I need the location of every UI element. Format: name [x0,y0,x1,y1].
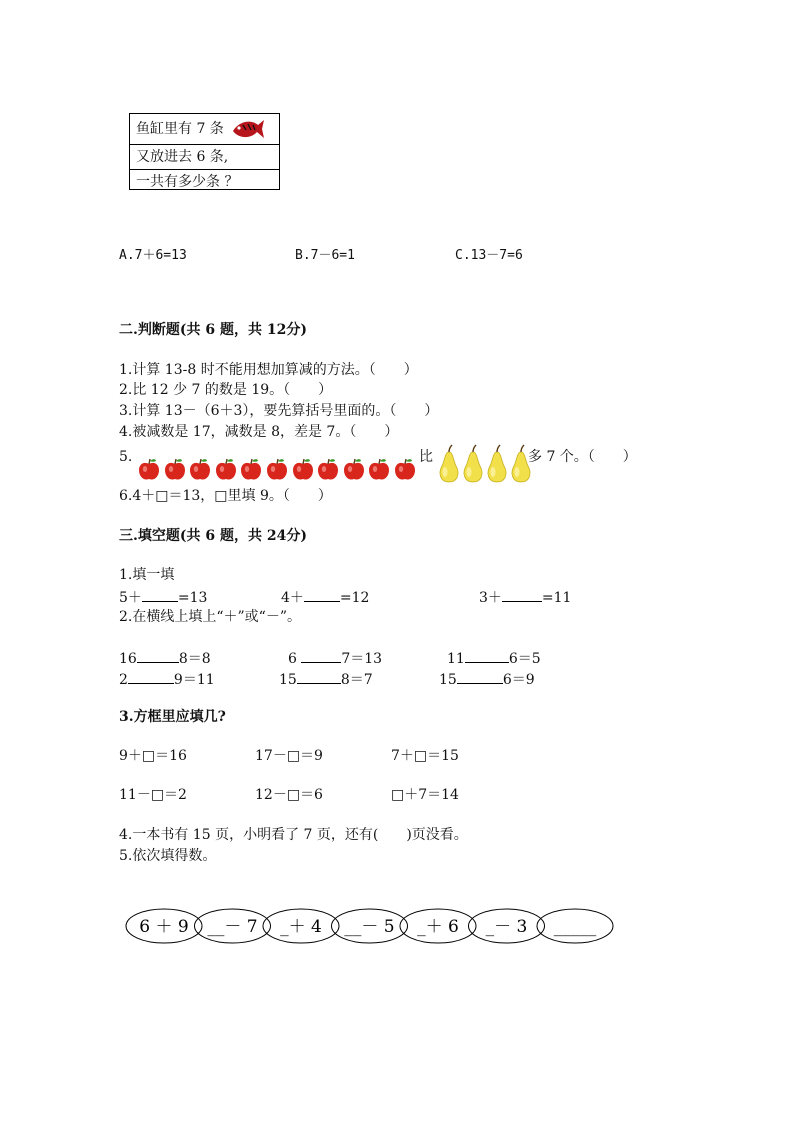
judge-q1: 1.计算 13-8 时不能用想加算减的方法。（ ） [119,362,418,378]
fill-q3-item-6: □＋7＝14 [391,787,459,803]
fill-q1-a-pre: 5＋ [119,590,142,606]
fill-q2-title: 2.在横线上填上“＋”或“－”。 [119,609,301,625]
answer-blank[interactable] [304,587,340,602]
fish-box-row-1 [130,114,279,145]
fill-q1-a [119,587,207,607]
judge-q6: 6.4＋□＝13，□里填 9。（ ） [119,488,332,504]
option-c: C.13－7=6 [455,248,523,263]
fill-q3-item-2: 17－□＝9 [255,748,323,764]
chain-label: _－ 3 [485,917,528,937]
apple-icon [368,458,390,482]
fill-q2-post: 9＝11 [173,672,215,688]
fish-box-row-2 [130,145,279,170]
fill-q1-b-post: =12 [339,590,370,606]
fill-q1-c-pre: 3＋ [479,590,502,606]
fill-q2-item-6 [439,669,535,689]
fill-q3-title: 3.方框里应填几? [119,709,226,725]
fill-q2-item-2 [288,648,382,668]
fish-icon [231,117,265,141]
fill-q4: 4.一本书有 15 页，小明看了 7 页，还有( )页没看。 [119,827,468,843]
option-a: A.7＋6=13 [119,248,187,263]
fill-q2-item-3 [447,648,541,668]
apple-icon [343,458,365,482]
judge-q5-number: 5. [119,449,133,465]
fish-box-line-2: 又放进去 6 条, [136,149,229,165]
pear-icon [436,444,462,484]
fill-q3-item-1: 9＋□＝16 [119,748,187,764]
chain-label: __－ 5 [344,917,395,937]
pear-icon [460,444,486,484]
apple-icon [164,458,186,482]
fill-q2-pre: 16 [119,651,137,667]
fill-q2-item-4 [119,669,215,689]
chain-label: _＋ 4 [280,917,322,937]
section-2-title: 二.判断题(共 6 题，共 12分) [119,322,307,338]
fill-q2-pre: 15 [439,672,457,688]
fill-q2-post: 6＝5 [508,651,541,667]
fill-q2-pre: 6 [288,651,302,667]
fill-q2-item-5 [279,669,373,689]
chain-label: 6 ＋ 9 [139,917,189,937]
fill-q3-item-5: 12－□＝6 [255,787,323,803]
fish-box-line-1: 鱼缸里有 7 条 [136,121,224,137]
apple-icon [266,458,288,482]
apple-icon [292,458,314,482]
fish-word-problem-box [129,113,280,190]
answer-blank[interactable] [137,648,179,663]
fill-q1-b [281,587,369,607]
option-b: B.7－6=1 [295,248,355,263]
fill-q1-c [479,587,571,607]
fill-q3-item-3: 7＋□＝15 [391,748,459,764]
apple-icon [215,458,237,482]
fish-box-row-3 [130,170,279,194]
fill-q1-title: 1.填一填 [119,567,175,583]
fill-q2-post: 6＝9 [502,672,535,688]
judge-q5-tail: 多 7 个。（ ） [528,449,637,465]
fill-q2-pre: 15 [279,672,297,688]
pear-icon [484,444,510,484]
fill-q1-b-pre: 4＋ [281,590,304,606]
section-3-title: 三.填空题(共 6 题，共 24分) [119,528,307,544]
answer-blank[interactable] [465,648,509,663]
fill-q2-post: 8＝7 [340,672,373,688]
apple-icon [317,458,339,482]
fish-box-line-3: 一共有多少条 ？ [136,174,239,190]
answer-blank[interactable] [502,587,542,602]
judge-q2: 2.比 12 少 7 的数是 19。（ ） [119,382,333,398]
answer-blank[interactable] [297,669,341,684]
judge-q4: 4.被减数是 17，减数是 8，差是 7。（ ） [119,424,399,440]
chain-label: __－ 7 [207,917,258,937]
apple-icon [138,458,160,482]
chain-label: _＋ 6 [417,917,459,937]
fill-q3-item-4: 11－□＝2 [119,787,187,803]
fill-q2-pre: 2 [119,672,128,688]
fill-q1-c-post: =11 [541,590,572,606]
apple-icon [394,458,416,482]
apple-icon [240,458,262,482]
answer-blank[interactable] [142,587,178,602]
fill-q2-item-1 [119,648,211,668]
answer-blank[interactable] [301,648,341,663]
answer-blank[interactable] [457,669,503,684]
answer-blank[interactable] [128,669,174,684]
fill-q2-pre: 11 [447,651,465,667]
chain-label: _____ [553,917,597,937]
apple-icon [189,458,211,482]
fill-q2-post: 7＝13 [341,651,383,667]
oval-chain [124,905,614,947]
judge-q5-bi: 比 [419,449,433,465]
fill-q2-post: 8＝8 [178,651,211,667]
fill-q1-a-post: =13 [177,590,208,606]
fill-q5-title: 5.依次填得数。 [119,848,217,864]
judge-q3: 3.计算 13－（6＋3），要先算括号里面的。（ ） [119,403,439,419]
